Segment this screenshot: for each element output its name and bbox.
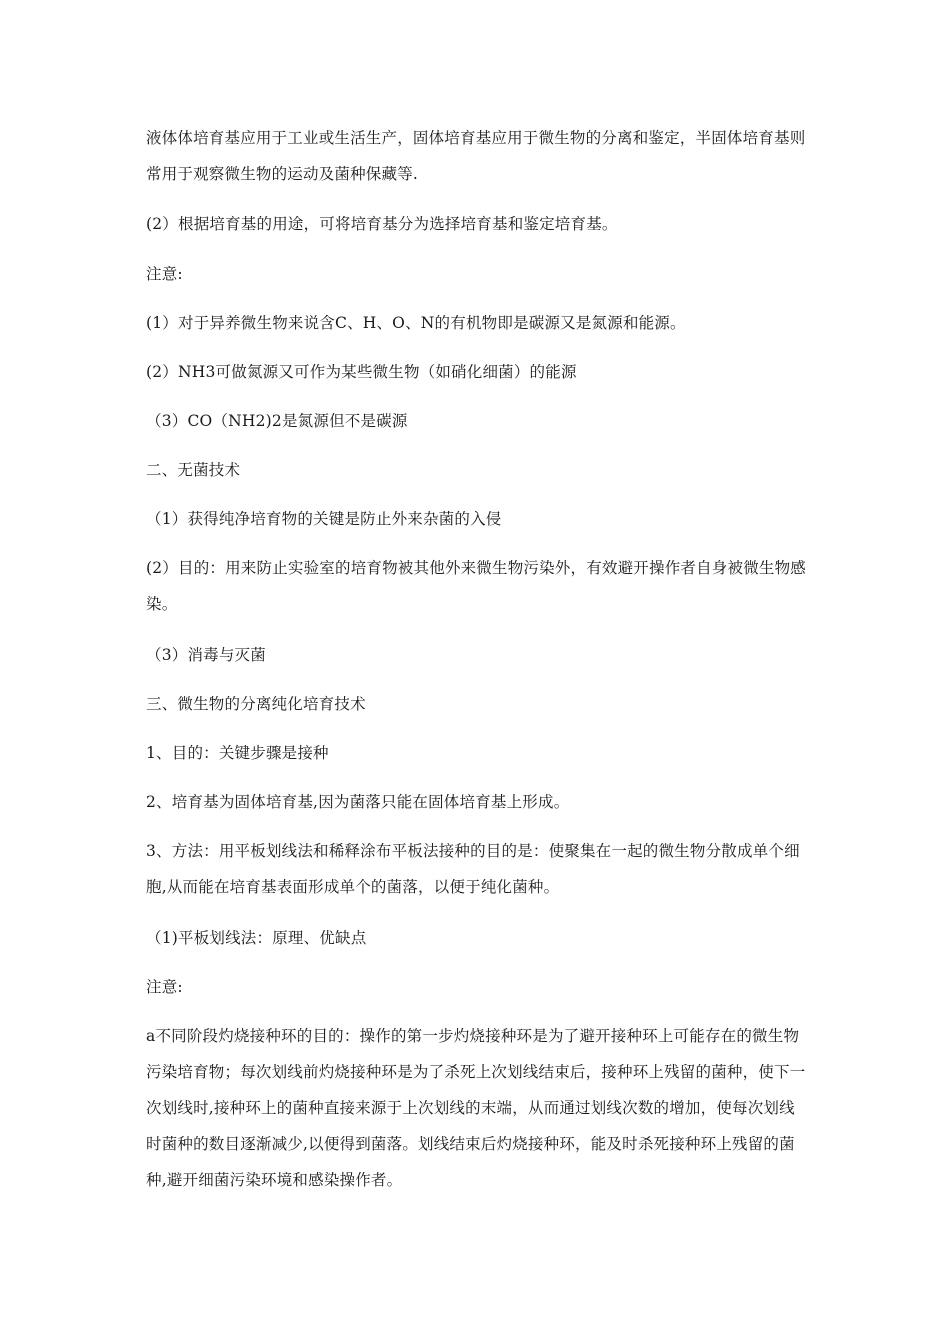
section-heading-isolation: 三、微生物的分离纯化培育技术 bbox=[146, 695, 366, 713]
paragraph-isolation-3: 3、方法：用平板划线法和稀释涂布平板法接种的目的是：使聚集在一起的微生物分散成单个细胞,从而能在培育基表面形成单个的菌落，以便于纯化菌种。 bbox=[146, 842, 800, 896]
paragraph-medium-usage: 液体体培育基应用于工业或生活生产，固体培育基应用于微生物的分离和鉴定，半固体培育基则常用于观察微生物的运动及菌种保藏等. bbox=[146, 129, 806, 183]
paragraph-classification-by-use: (2）根据培育基的用途，可将培育基分为选择培育基和鉴定培育基。 bbox=[146, 215, 618, 233]
paragraph-aseptic-2: (2）目的：用来防止实验室的培育物被其他外来微生物污染外，有效避开操作者自身被微生物感染。 bbox=[146, 559, 807, 613]
paragraph-aseptic-1: （1）获得纯净培育物的关键是防止外来杂菌的入侵 bbox=[146, 510, 502, 528]
paragraph-note-item-2: (2）NH3可做氮源又可作为某些微生物（如硝化细菌）的能源 bbox=[146, 363, 577, 381]
paragraph-streak-method: （1)平板划线法：原理、优缺点 bbox=[146, 929, 367, 947]
heading-note-1: 注意: bbox=[146, 265, 183, 283]
paragraph-note-item-1: (1）对于异养微生物来说含C、H、O、N的有机物即是碳源又是氮源和能源。 bbox=[146, 314, 686, 332]
section-heading-aseptic: 二、无菌技术 bbox=[146, 461, 241, 479]
paragraph-isolation-2: 2、培育基为固体培育基,因为菌落只能在固体培育基上形成。 bbox=[146, 793, 570, 811]
paragraph-note-item-3: （3）CO（NH2)2是氮源但不是碳源 bbox=[146, 412, 408, 430]
paragraph-flame-loop: a不同阶段灼烧接种环的目的：操作的第一步灼烧接种环是为了避开接种环上可能存在的微生物污染培育物；每次划线前灼烧接种环是为了杀死上次划线结束后，接种环上残留的菌种，使下一次划线时,接种环上的菌种直接来源于上次划线的末端，从而通过划线次数的增加，使每次划线时菌种的数目逐渐减少,以便得到菌落。划线结束后灼烧接种环，能及时杀死接种环上残留的菌种,避开细菌污染环境和感染操作者。 bbox=[146, 1027, 806, 1189]
paragraph-aseptic-3: （3）消毒与灭菌 bbox=[146, 646, 266, 664]
heading-note-2: 注意: bbox=[146, 978, 183, 996]
paragraph-isolation-1: 1、目的：关键步骤是接种 bbox=[146, 744, 329, 762]
